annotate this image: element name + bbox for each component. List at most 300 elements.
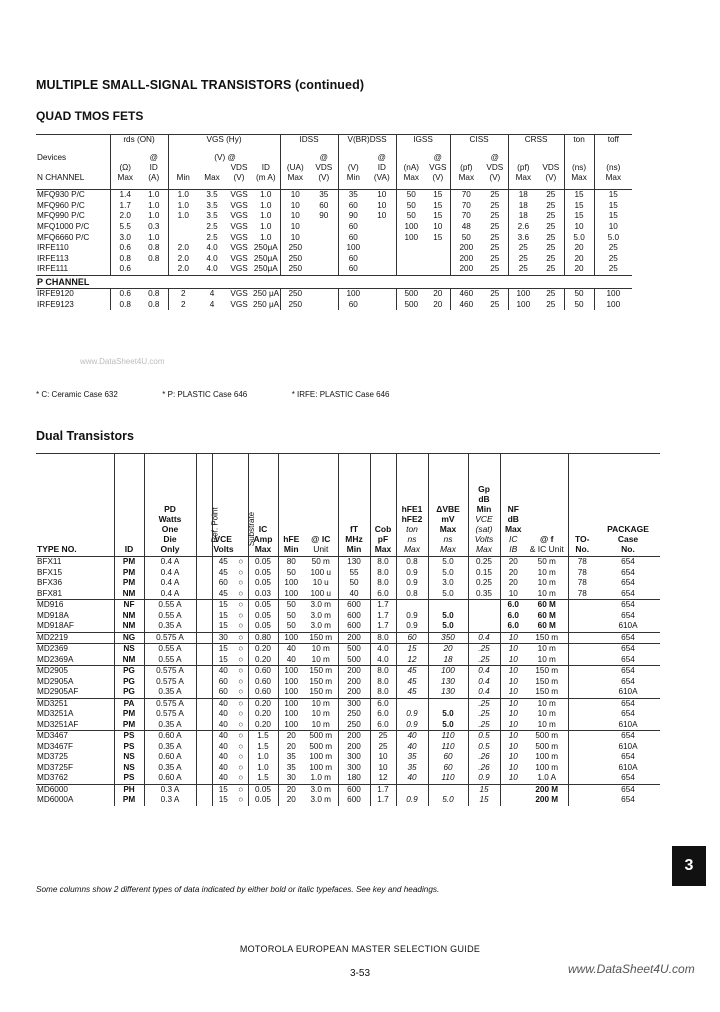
cell-value: 610A [618, 762, 638, 772]
cell-value: 100 m [309, 752, 333, 762]
cell-value: 0.8 [148, 253, 160, 263]
cell-value [368, 232, 396, 243]
dual-row [36, 632, 660, 644]
cell-value: 5.0 [428, 557, 468, 568]
ref-point-cell [196, 644, 212, 655]
cell-value [140, 264, 168, 275]
cell-value: 3.0 m [304, 784, 338, 795]
cell-value: 1.5 [248, 742, 278, 753]
hdr-v-3: (V) [318, 173, 330, 182]
cell-value: 40 [338, 589, 370, 600]
cell-value: 4.0 [206, 253, 218, 263]
cell-value [310, 264, 338, 275]
cell-value: 100 [278, 589, 304, 600]
cell-value: 60 [338, 201, 368, 212]
cell-value [396, 264, 426, 275]
cell-value: 460 [450, 288, 482, 299]
hdr-hfe: hFE Min [278, 454, 304, 557]
cell-value: 60 [338, 254, 368, 265]
hdr-v-at: (V) @ [214, 153, 236, 162]
cell-value: 40 [212, 742, 234, 753]
cell-value: 100 [396, 232, 426, 243]
cell-value: 78 [568, 589, 596, 600]
cell-value: 2.0 [168, 264, 198, 275]
cell-value: ○ [238, 567, 244, 577]
cell-value: 654 [596, 644, 660, 655]
cell-value [368, 299, 396, 310]
cell-value: 35 [278, 752, 304, 763]
ref-point-cell [196, 720, 212, 731]
cell-value: 10 m [537, 719, 556, 729]
cell-value: 0.05 [248, 611, 278, 622]
cell-value: 1.7 [370, 600, 396, 611]
cell-value: 0.35 [468, 589, 500, 600]
cell-value: 130 [428, 677, 468, 688]
cell-value: 10 [370, 752, 396, 763]
cell-value [396, 784, 428, 795]
cell-value [500, 795, 526, 806]
ref-point-cell [196, 666, 212, 677]
cell-value: 200 [450, 243, 482, 254]
dual-row [36, 742, 660, 753]
ref-point-cell [196, 698, 212, 709]
cell-value: 0.6 [110, 264, 140, 275]
hdr-a: (A) [148, 173, 160, 182]
cell-value: 25 [546, 253, 556, 263]
dual-row [36, 720, 660, 731]
cell-value: 20 [278, 731, 304, 742]
ref-point-cell [196, 795, 212, 806]
hdr-vds-3: VDS [486, 163, 504, 172]
cell-value: 0.05 [248, 568, 278, 579]
cell-value [568, 763, 596, 774]
cell-value [428, 600, 468, 611]
cell-value: 0.55 A [144, 644, 196, 655]
cell-value: 15 [594, 190, 632, 201]
type-number: MD3251A [37, 709, 74, 719]
cell-value: 8.0 [370, 578, 396, 589]
cell-value: 100 [278, 687, 304, 698]
cell-value: 100 [278, 698, 304, 709]
cell-value: .25 [468, 698, 500, 709]
cell-value: 500 [396, 288, 426, 299]
cell-value: 8.0 [370, 677, 396, 688]
cell-value: 3.0 [110, 232, 140, 243]
cell-value: 1.0 [248, 752, 278, 763]
cell-value: 10 m [311, 709, 330, 719]
hdr-devices: Devices [37, 153, 67, 162]
cell-value: 40 [396, 731, 428, 742]
cell-value: 3.0 m [304, 600, 338, 611]
hdr-max-2: Max [204, 173, 220, 182]
cell-value: 200 M [535, 795, 559, 805]
n-row [36, 243, 632, 254]
cell-value: 100 [508, 299, 538, 310]
cell-value: 50 [450, 232, 482, 243]
cell-value: 12 [396, 655, 428, 666]
cell-value: 50 [396, 211, 426, 222]
type-number: MD3467 [36, 731, 114, 742]
cell-value: 0.6 [110, 243, 140, 254]
dual-row [36, 621, 660, 632]
cell-value: 150 m [535, 676, 559, 686]
cell-value: 1.0 [260, 190, 272, 200]
cell-value: 70 [450, 190, 482, 201]
cell-value [568, 677, 596, 688]
cell-value: 100 [428, 666, 468, 677]
cell-value [396, 243, 426, 254]
cell-value: 110 [428, 742, 468, 753]
dual-row [36, 773, 660, 784]
ref-point-cell [196, 763, 212, 774]
cell-value: 45 [212, 589, 234, 600]
cell-value: 35 [278, 763, 304, 774]
cell-value: 0.60 [248, 687, 278, 698]
cell-value: 1.0 [168, 190, 198, 201]
hdr-cob: Cob pF Max [370, 454, 396, 557]
cell-value: 130 [338, 557, 370, 568]
cell-value: 0.4 A [144, 557, 196, 568]
cell-value: .25 [468, 644, 500, 655]
cell-value: 20 [433, 289, 443, 299]
cell-value: 18 [508, 201, 538, 212]
dual-header-row [36, 454, 660, 557]
cell-value: 10 m [537, 588, 556, 598]
hdr-ic-unit: @ IC Unit [311, 534, 331, 554]
cell-value: 60 [319, 200, 329, 210]
cell-value: PG [114, 677, 144, 688]
hdr-package-case: PACKAGE Case No. [607, 524, 649, 554]
cell-value [568, 644, 596, 655]
cell-value: 6.0 [500, 600, 526, 611]
cell-value: 15 [212, 655, 234, 666]
cell-value: 1.0 [148, 200, 160, 210]
cell-value: 40 [212, 709, 234, 720]
cell-value: 200 [450, 254, 482, 265]
cell-value: 0.05 [248, 578, 278, 589]
cell-value: 0.4 A [144, 568, 196, 579]
footnote-irfe: * IRFE: PLASTIC Case 646 [291, 390, 390, 399]
cell-value [568, 731, 596, 742]
hdr-hfe1-ton: hFE1 hFE2 ton ns Max [396, 454, 428, 557]
hdr-id-col: ID [114, 454, 144, 557]
cell-value: 3.5 [206, 211, 218, 221]
cell-value: 500 m [309, 741, 333, 751]
cell-value: 5.0 [428, 709, 468, 720]
cell-value [568, 720, 596, 731]
cell-value [568, 784, 596, 795]
cell-value: 0.05 [248, 795, 278, 806]
hdr-na: (nA) [396, 163, 426, 173]
cell-value: 25 [546, 243, 556, 253]
n-row [36, 190, 632, 201]
cell-value: 10 [370, 763, 396, 774]
cell-value: 50 [396, 201, 426, 212]
cell-value: 10 [377, 211, 387, 221]
hdr-v-4: (V) [432, 173, 444, 182]
cell-value: 0.9 [396, 611, 428, 622]
type-number: MD2905AF [37, 687, 79, 697]
cell-value: 20 [500, 568, 526, 579]
p-channel-rows [36, 288, 632, 310]
cell-value: 25 [594, 264, 632, 275]
cell-value: 654 [596, 784, 660, 795]
ref-point-cell [196, 709, 212, 720]
cell-value: 10 [500, 763, 526, 774]
cell-value: ○ [238, 676, 244, 686]
device-name: MFQ1000 P/C [37, 222, 90, 232]
cell-value: 150 m [309, 687, 333, 697]
cell-value: 50 [564, 299, 594, 310]
cell-value: 5.0 [428, 568, 468, 579]
cell-value: 18 [508, 190, 538, 201]
hdr-at-2: @ [319, 153, 328, 162]
cell-value: ○ [234, 644, 248, 655]
cell-value: 0.60 [248, 677, 278, 688]
cell-value: 12 [370, 773, 396, 784]
cell-value: 110 [428, 773, 468, 784]
cell-value: 10 [500, 709, 526, 720]
ref-point-cell [196, 742, 212, 753]
cell-value: 0.3 [148, 222, 160, 232]
cell-value: 0.4 [468, 632, 500, 644]
section-tab: 3 [672, 846, 706, 886]
cell-value: ○ [238, 709, 244, 719]
cell-value: 200 [338, 742, 370, 753]
cell-value [396, 698, 428, 709]
hdr-ma: (m A) [256, 173, 276, 182]
hdr-max-6: Max [508, 173, 538, 183]
cell-value: 4.0 [370, 644, 396, 655]
page-title: MULTIPLE SMALL-SIGNAL TRANSISTORS (continued) [36, 78, 365, 92]
cell-value: 2.0 [168, 254, 198, 265]
cell-value: 10 [500, 655, 526, 666]
cell-value: 100 m [309, 762, 333, 772]
cell-value: 0.3 A [144, 784, 196, 795]
cell-value: 1.0 [260, 232, 272, 242]
cell-value: 10 [500, 752, 526, 763]
cell-value: 100 m [535, 762, 559, 772]
cell-value: VGS [230, 289, 248, 299]
cell-value: 25 [490, 190, 500, 200]
cell-value: 15 [594, 201, 632, 212]
cell-value: PM [114, 578, 144, 589]
dual-row [36, 600, 660, 611]
cell-value: 100 [508, 288, 538, 299]
cell-value: 3.6 [508, 232, 538, 243]
cell-value: 60 [428, 763, 468, 774]
type-number: MD918A [37, 610, 69, 620]
cell-value: 654 [621, 588, 635, 598]
cell-value: VGS [230, 190, 248, 200]
n-row [36, 222, 632, 233]
cell-value: 10 [280, 222, 310, 233]
cell-value: 0.4 [468, 687, 500, 698]
cell-value: 250 [338, 720, 370, 731]
cell-value: 0.9 [396, 795, 428, 806]
cell-value: PM [114, 720, 144, 731]
cell-value: 1.0 [148, 232, 160, 242]
hdr-pf-1: (pf) [450, 163, 482, 173]
p-channel-label: P CHANNEL [36, 275, 632, 288]
cell-value: 500 [338, 644, 370, 655]
hdr-vds-1: VDS [230, 163, 248, 172]
hdr-ciss: CISS [450, 135, 508, 146]
cell-value: 2 [168, 288, 198, 299]
cell-value: 250 [280, 299, 310, 310]
hdr-ohm: (Ω) [110, 163, 140, 173]
cell-value: .25 [468, 655, 500, 666]
cell-value: 15 [468, 784, 500, 795]
cell-value: 1.0 [168, 211, 198, 222]
ref-point-cell [196, 557, 212, 568]
cell-value: 4 [209, 289, 215, 299]
cell-value: 654 [596, 557, 660, 568]
cell-value [368, 264, 396, 275]
cell-value: 25 [594, 243, 632, 254]
cell-value [310, 232, 338, 243]
cell-value: 654 [621, 676, 635, 686]
cell-value: 1.0 m [310, 773, 331, 783]
ref-point-cell [196, 621, 212, 632]
type-number: MD6000A [37, 795, 74, 805]
cell-value: 15 [212, 784, 234, 795]
cell-value: 2.0 [168, 243, 198, 254]
cell-value: 10 m [304, 644, 338, 655]
cell-value: 0.35 A [144, 742, 196, 753]
cell-value: 0.9 [396, 720, 428, 731]
cell-value [168, 232, 198, 243]
dual-row [36, 568, 660, 579]
cell-value: ○ [238, 741, 244, 751]
cell-value: PG [114, 666, 144, 677]
cell-value [568, 621, 596, 632]
cell-value: 500 m [526, 731, 568, 742]
cell-value: 0.05 [248, 600, 278, 611]
cell-value: 15 [433, 211, 443, 221]
cell-value: 60 M [537, 621, 556, 631]
cell-value: 10 [594, 222, 632, 233]
cell-value: 1.4 [110, 190, 140, 201]
cell-value: 250 [338, 709, 370, 720]
cell-value: 0.20 [248, 655, 278, 666]
quad-header-row-3 [36, 163, 632, 173]
cell-value: 50 [564, 288, 594, 299]
cell-value: PM [114, 557, 144, 568]
footnote-ceramic: * C: Ceramic Case 632 [36, 390, 118, 399]
cell-value: 15 [564, 211, 594, 222]
cell-value: 600 [338, 600, 370, 611]
cell-value: 10 [500, 632, 526, 644]
cell-value: 0.05 [248, 557, 278, 568]
hdr-nf: NF dB Max IC IB [500, 454, 526, 557]
cell-value: 70 [450, 211, 482, 222]
cell-value: PS [114, 773, 144, 784]
dual-row [36, 655, 660, 666]
cell-value: 40 [278, 644, 304, 655]
cell-value: 60 [338, 264, 368, 275]
cell-value: 300 [338, 763, 370, 774]
cell-value: 0.4 A [144, 589, 196, 600]
cell-value: 20 [500, 578, 526, 589]
ref-point-cell [196, 611, 212, 622]
cell-value: VGS [230, 232, 248, 242]
cell-value: 654 [596, 731, 660, 742]
cell-value [426, 254, 450, 265]
cell-value: 5.0 [594, 232, 632, 243]
cell-value: 250μA [253, 243, 278, 253]
cell-value: 0.15 [468, 568, 500, 579]
cell-value: 0.80 [248, 632, 278, 644]
type-number: BFX81 [37, 588, 63, 598]
hdr-idss: IDSS [280, 135, 338, 146]
hdr-pd: PD Watts One Die Only [144, 454, 196, 557]
cell-value: ○ [234, 666, 248, 677]
cell-value: VGS [230, 211, 248, 221]
cell-value: 100 [278, 578, 304, 589]
cell-value: 5.5 [110, 222, 140, 233]
dual-row [36, 644, 660, 655]
dual-row [36, 795, 660, 806]
cell-value: 0.575 A [144, 666, 196, 677]
hdr-vgs: VGS (Hy) [168, 135, 280, 146]
quad-header-row-1 [36, 135, 632, 146]
cell-value [568, 709, 596, 720]
cell-value: 0.20 [248, 709, 278, 720]
device-name: MFQ6660 P/C [37, 232, 90, 242]
cell-value: 130 [428, 687, 468, 698]
n-row [36, 264, 632, 275]
ref-point-cell [196, 600, 212, 611]
hdr-v-2: (V) [233, 173, 245, 182]
cell-value: 50 [278, 611, 304, 622]
cell-value: 78 [568, 557, 596, 568]
cell-value: 654 [621, 752, 635, 762]
cell-value: 100 [594, 288, 632, 299]
cell-value: 0.35 A [144, 621, 196, 632]
hdr-package-to: TO- No. [568, 454, 596, 557]
cell-value: ○ [238, 719, 244, 729]
cell-value: 1.0 [248, 763, 278, 774]
cell-value: 6.0 [370, 720, 396, 731]
hdr-at-5: @ [490, 153, 499, 162]
hdr-id-1: ID [149, 163, 158, 172]
cell-value [310, 254, 338, 265]
cell-value: 654 [621, 795, 635, 805]
hdr-igss: IGSS [396, 135, 450, 146]
cell-value: 6.0 [370, 698, 396, 709]
cell-value: 300 [338, 752, 370, 763]
hdr-vds-4: VDS [542, 163, 560, 172]
hdr-v-6: (V) [545, 173, 557, 182]
cell-value [568, 773, 596, 784]
ref-point-cell [196, 784, 212, 795]
cell-value: 25 [490, 299, 500, 309]
cell-value: 0.20 [248, 720, 278, 731]
cell-value: 1.7 [370, 621, 396, 632]
cell-value: 1.5 [248, 731, 278, 742]
hdr-v-1: (V) [338, 163, 368, 173]
cell-value: 100 [278, 666, 304, 677]
cell-value: 1.7 [370, 611, 396, 622]
cell-value: 250μA [253, 253, 278, 263]
cell-value: PS [114, 742, 144, 753]
device-name: MFQ930 P/C [37, 190, 85, 200]
cell-value [568, 742, 596, 753]
cell-value: NM [114, 589, 144, 600]
cell-value: 10 m [311, 719, 330, 729]
cell-value [426, 264, 450, 275]
